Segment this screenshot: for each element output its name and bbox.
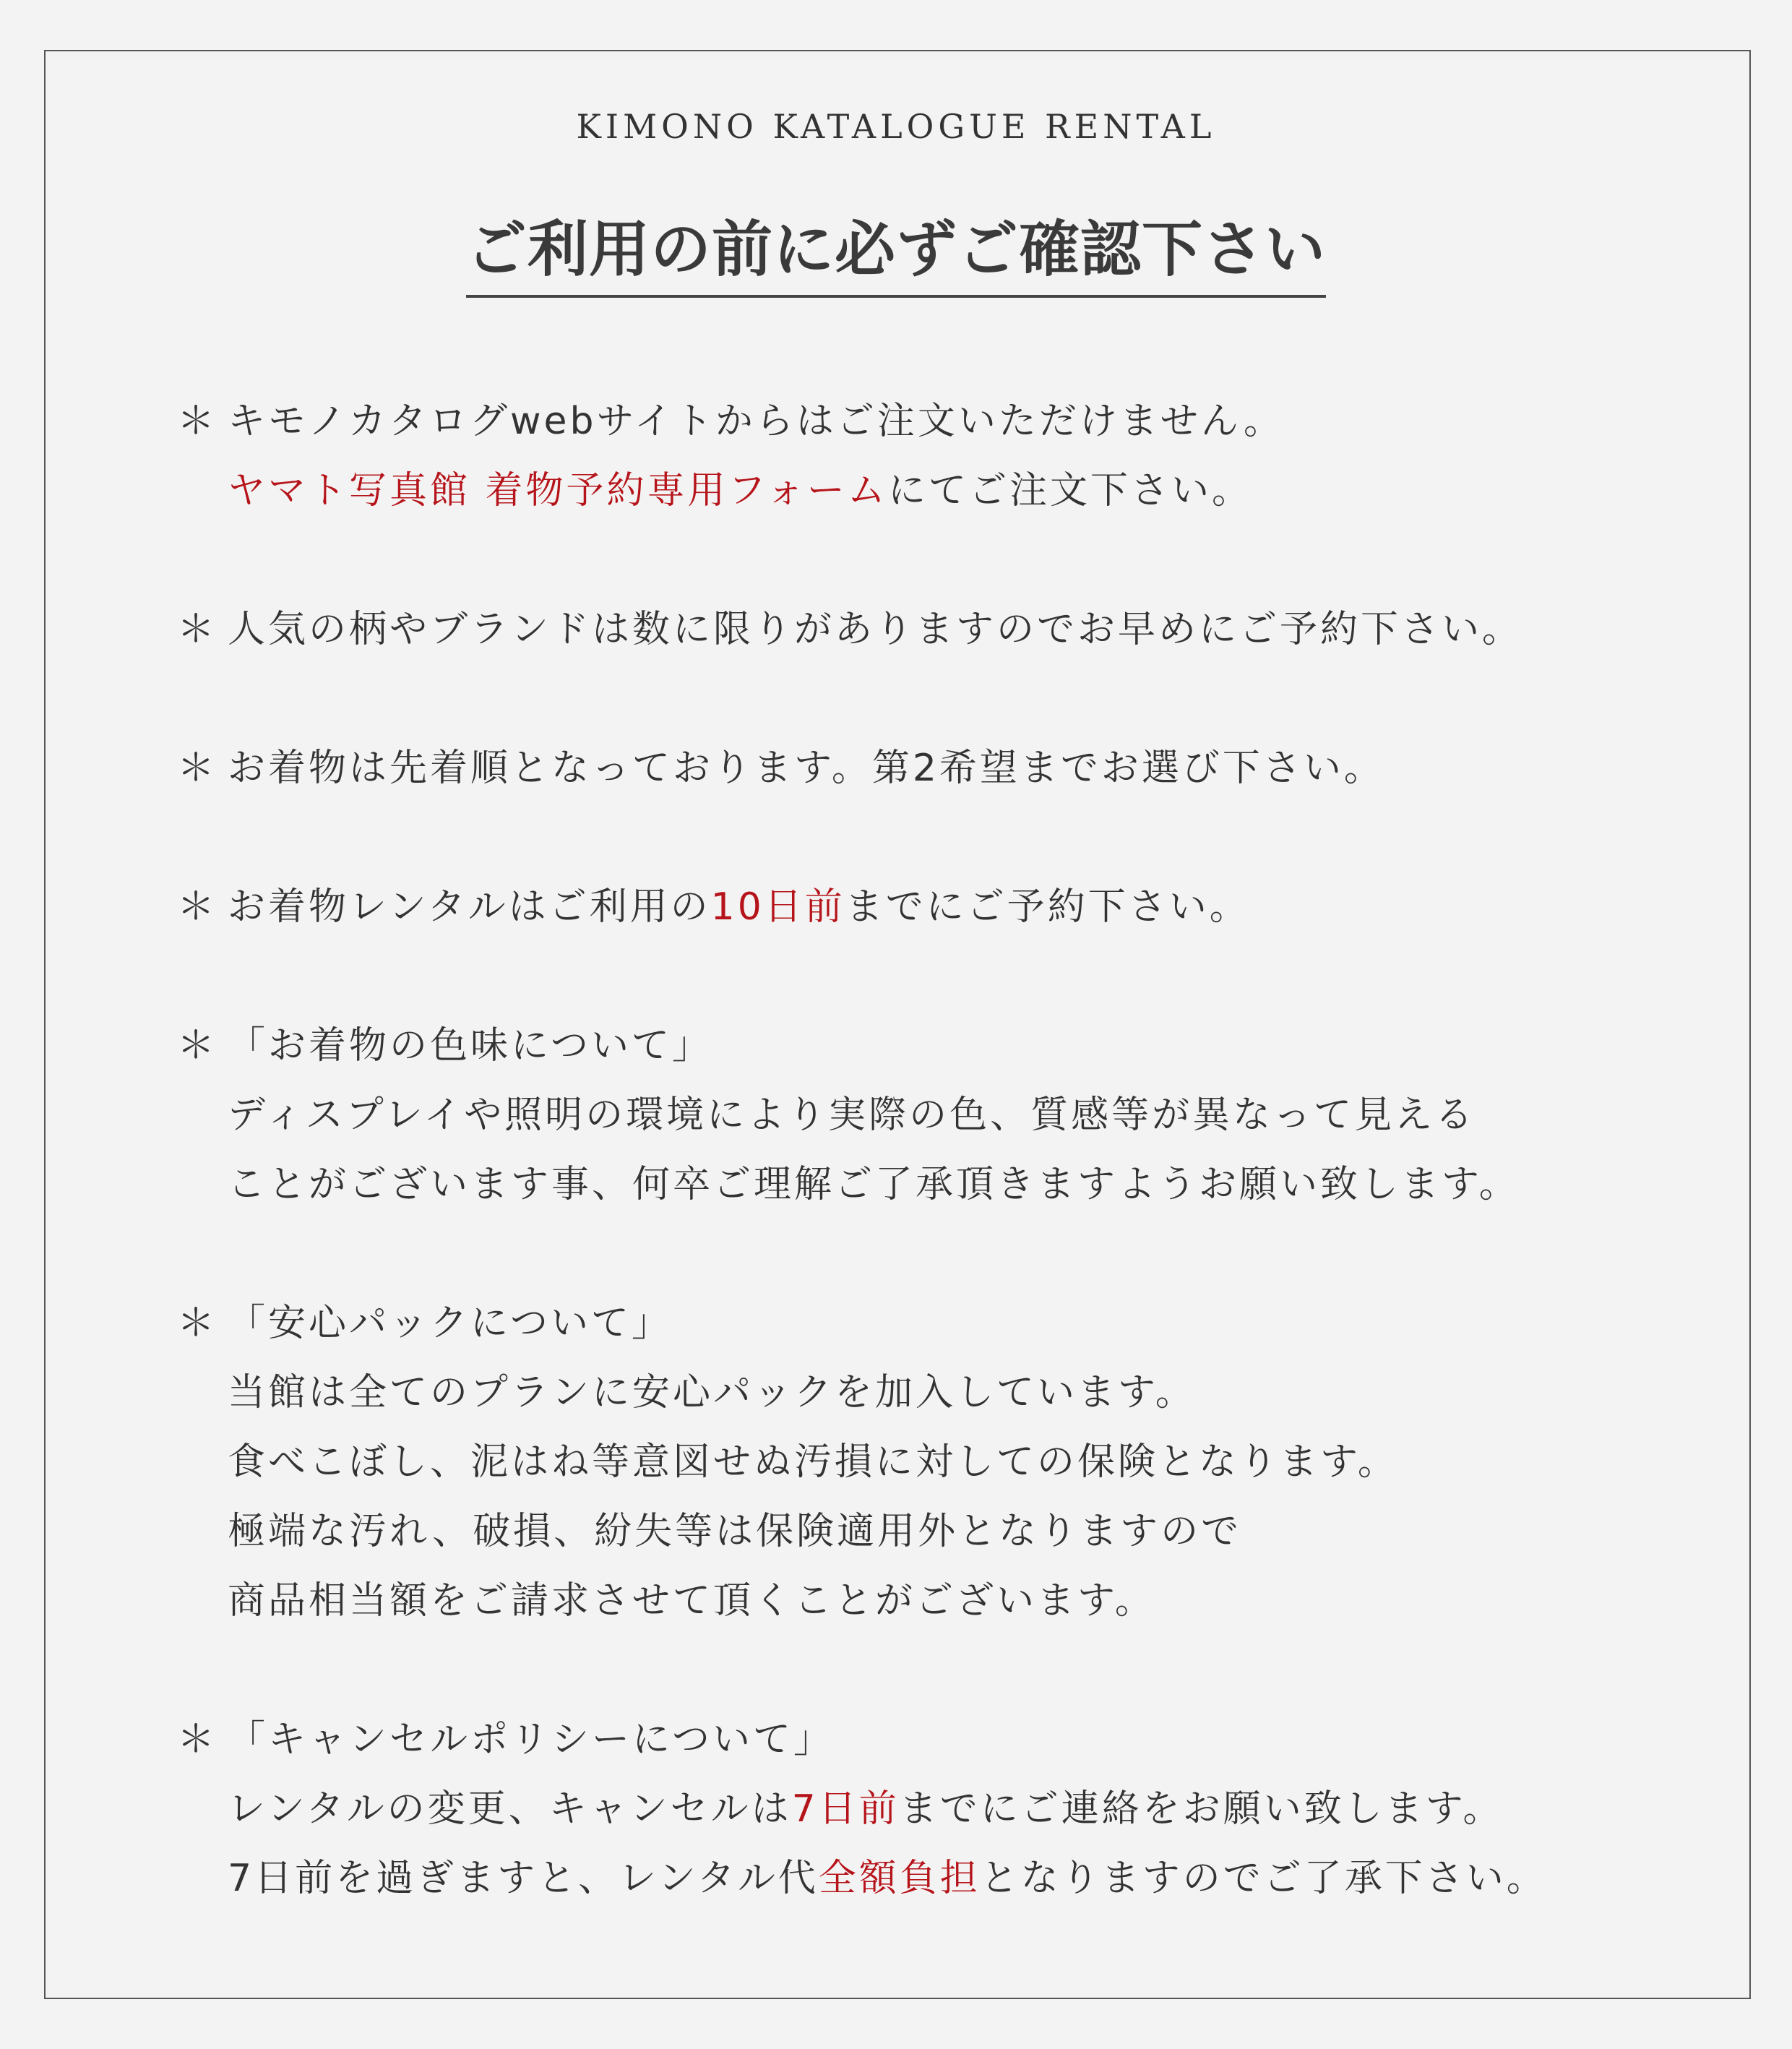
brand-name: KIMONO KATALOGUE RENTAL [576,107,1216,146]
notice-text: となりますのでご了承下さい。 [980,1857,1547,1900]
notice-insurance-pack [177,1289,1658,1636]
deadline-highlight: 10日前 [710,885,845,929]
deadline-highlight: 7日前 [791,1787,900,1831]
asterisk-icon: ＊ [177,747,218,790]
notice-heading: 「お着物の色味について」 [228,1024,712,1068]
notice-text: レンタルの変更、キャンセルは [228,1787,792,1831]
notice-cancellation-policy [177,1705,1658,1913]
notice-popular-items [177,595,1658,664]
asterisk-icon: ＊ [177,1718,218,1761]
notice-text: 商品相当額をご請求させて頂くことがございます。 [228,1579,1155,1623]
notice-text: 当館は全てのプランに安心パックを加入しています。 [228,1371,1196,1414]
notice-text: までにご連絡をお願い致します。 [899,1787,1504,1831]
notice-text: までにご予約下さい。 [845,885,1250,929]
asterisk-icon: ＊ [177,400,218,443]
reservation-form-link[interactable]: ヤマト写真館 着物予約専用フォーム [228,469,888,512]
notice-text: キモノカタログwebサイトからはご注文いただけません。 [228,400,1284,443]
full-charge-highlight: 全額負担 [818,1857,981,1900]
asterisk-icon: ＊ [177,1302,218,1345]
notice-text: お着物レンタルはご利用の [228,885,711,929]
asterisk-icon: ＊ [177,885,218,929]
notice-first-come [177,734,1658,803]
notice-text: お着物は先着順となっております。第2希望までお選び下さい。 [228,747,1384,790]
page-title [0,210,1792,298]
notice-text: にてご注文下さい。 [887,469,1252,512]
notice-color-disclaimer [177,1011,1658,1219]
page-title-text: ご利用の前に必ずご確認下さい [466,210,1326,298]
notice-reservation-deadline [177,872,1658,942]
notice-text: 7日前を過ぎますと、レンタル代 [228,1857,819,1900]
notice-web-order [177,387,1658,525]
asterisk-icon: ＊ [177,608,218,651]
notice-list [177,387,1658,1913]
notice-heading: 「キャンセルポリシーについて」 [228,1718,834,1761]
notice-text: 食べこぼし、泥はね等意図せぬ汚損に対しての保険となります。 [228,1440,1398,1484]
asterisk-icon: ＊ [177,1024,218,1068]
notice-text: 人気の柄やブランドは数に限りがありますのでお早めにご予約下さい。 [228,608,1523,651]
notice-heading: 「安心パックについて」 [228,1302,672,1345]
notice-text: 極端な汚れ、破損、紛失等は保険適用外となりますので [228,1510,1242,1553]
notice-text: ディスプレイや照明の環境により実際の色、質感等が異なって見える [228,1094,1476,1137]
notice-text: ことがございます事、何卒ご理解ご了承頂きますようお願い致します。 [228,1163,1520,1206]
